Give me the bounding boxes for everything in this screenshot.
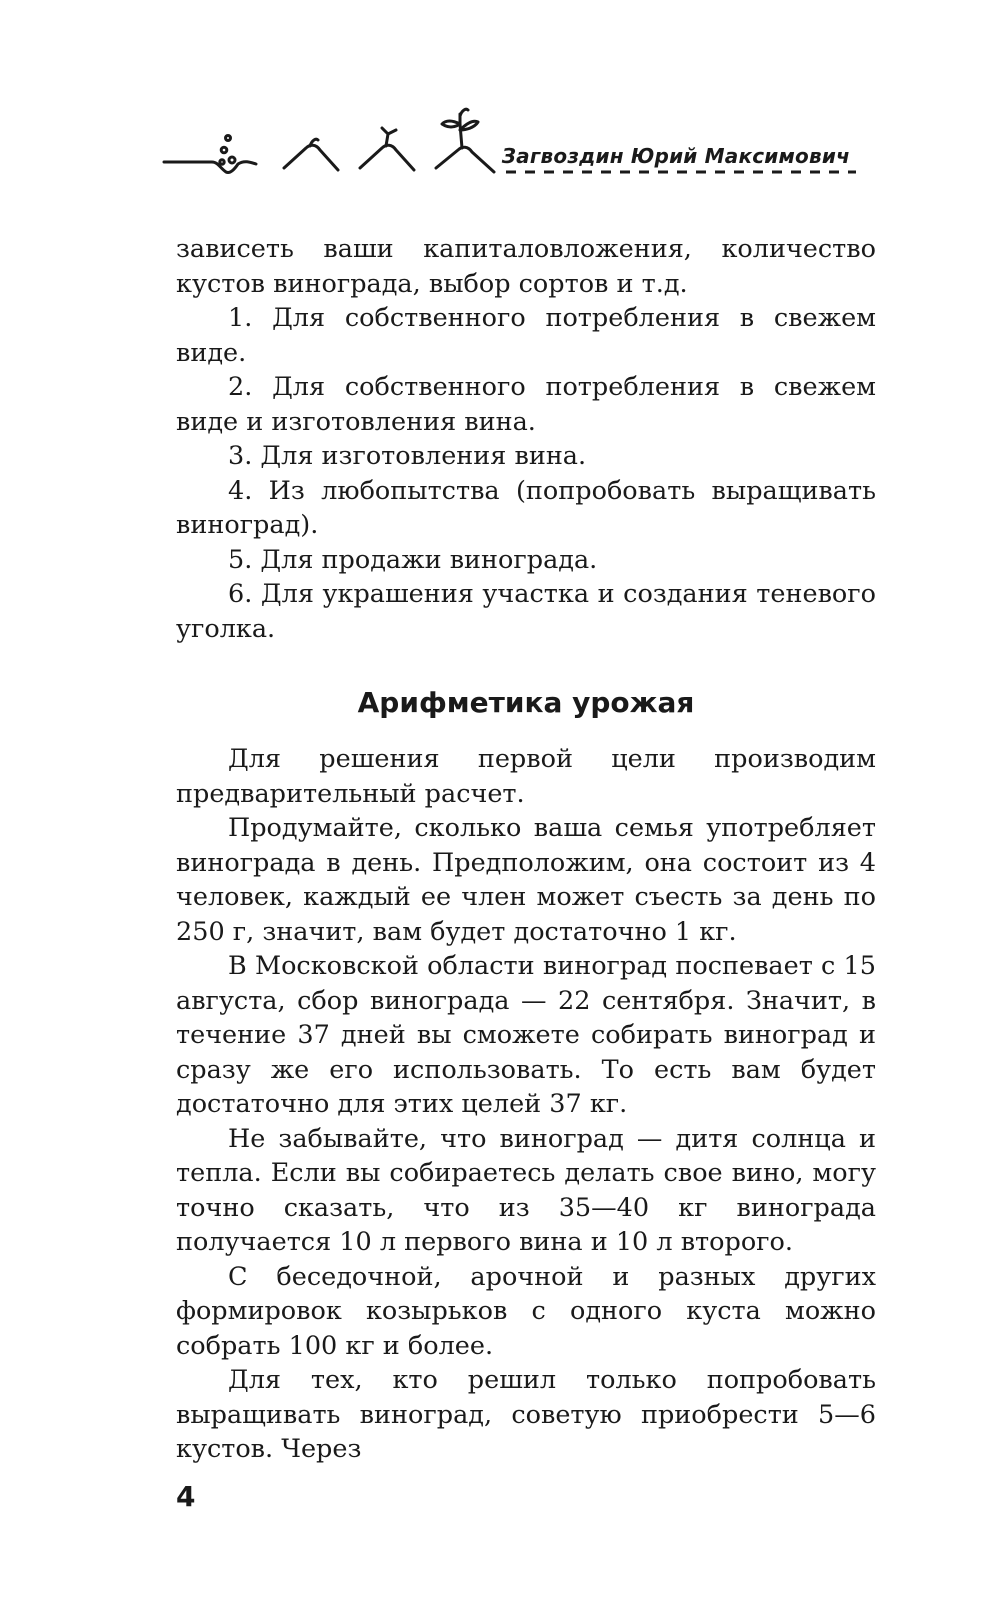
page-number: 4	[176, 1480, 196, 1513]
author-name: Загвоздин Юрий Максимович	[501, 144, 850, 168]
list-item: 3. Для изготовления вина.	[228, 441, 587, 471]
list-item: 6. Для украшения участка и создания теневого уголка.	[176, 579, 876, 644]
paragraph: В Московской области виноград поспевает с 15 августа, сбор винограда — 22 сентября. Значит, в течение 37 дней вы сможете собирать виноград и сразу же его использовать. То есть вам будет достаточно для этих целей 37 кг.	[176, 951, 876, 1119]
paragraph: Для решения первой цели производим предварительный расчет.	[176, 744, 876, 809]
running-header	[160, 100, 860, 190]
list-item: 5. Для продажи винограда.	[228, 544, 598, 575]
list-item: 4. Из любопытства (попробовать выращивать виноград).	[176, 475, 876, 540]
paragraph: Для тех, кто решил только попробовать выращивать виноград, советую приобрести 5—6 кустов. Через	[176, 1365, 876, 1464]
paragraph: Не забывайте, что виноград — дитя солнца и тепла. Если вы собираетесь делать свое вино, могу точно сказать, что из 35—40 кг винограда получается 10 л первого вина и 10 л второго.	[176, 1123, 876, 1257]
list-item: 2. Для собственного потребления в свежем виде и изготовления вина.	[176, 372, 876, 437]
paragraph: Продумайте, сколько ваша семья употребляет винограда в день. Предположим, она состоит из 4 человек, каждый ее член может съесть за день по 250 г, значит, вам будет достаточно 1 кг.	[176, 813, 876, 947]
section-heading: Арифметика урожая	[357, 686, 695, 719]
continued-paragraph: зависеть ваши капиталовложения, количество кустов винограда, выбор сортов и т.д.	[176, 234, 876, 299]
list-item: 1. Для собственного потребления в свежем виде.	[176, 303, 876, 368]
paragraph: С беседочной, арочной и разных других формировок козырьков с одного куста можно собрать 100 кг и более.	[176, 1261, 876, 1361]
body-text	[176, 232, 876, 1467]
